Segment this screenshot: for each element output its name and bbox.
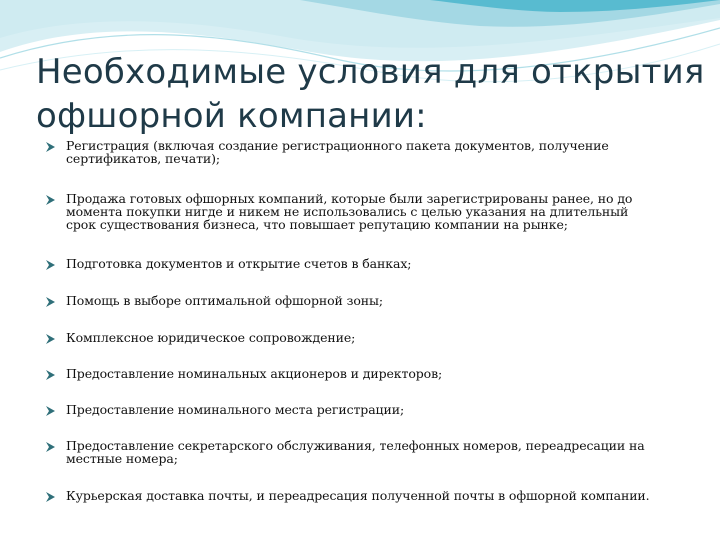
list-item-line: Предоставление секретарского обслуживания, телефонных номеров, переадресации на bbox=[66, 438, 645, 453]
list-item-line: Предоставление номинальных акционеров и директоров; bbox=[66, 366, 443, 381]
list-item-text bbox=[66, 331, 686, 344]
list-item-text bbox=[66, 489, 686, 502]
list-item-text bbox=[66, 439, 686, 465]
list-item-text bbox=[66, 403, 686, 416]
list-item bbox=[44, 257, 694, 270]
list-item bbox=[44, 331, 694, 344]
arrow-bullet-icon bbox=[44, 441, 56, 453]
arrow-bullet-icon bbox=[44, 405, 56, 417]
list-item-text bbox=[66, 367, 686, 380]
list-item-text bbox=[66, 294, 686, 307]
list-item bbox=[44, 403, 694, 416]
slide-title-line-2: офшорной компании: bbox=[36, 96, 427, 136]
list-item-line: сертификатов, печати); bbox=[66, 151, 221, 166]
list-item bbox=[44, 439, 694, 465]
list-item-line: Предоставление номинального места регистрации; bbox=[66, 402, 405, 417]
list-item-line: момента покупки нигде и никем не использовались с целью указания на длительный bbox=[66, 204, 629, 219]
arrow-bullet-icon bbox=[44, 491, 56, 503]
arrow-bullet-icon bbox=[44, 333, 56, 345]
list-item bbox=[44, 192, 694, 231]
arrow-bullet-icon bbox=[44, 296, 56, 308]
list-item bbox=[44, 367, 694, 380]
slide-title bbox=[36, 50, 705, 138]
list-item bbox=[44, 489, 694, 502]
list-item-text bbox=[66, 257, 686, 270]
list-item-line: Продажа готовых офшорных компаний, которые были зарегистрированы ранее, но до bbox=[66, 191, 633, 206]
slide-title-line-1: Необходимые условия для открытия bbox=[36, 52, 705, 92]
arrow-bullet-icon bbox=[44, 369, 56, 381]
list-item-line: Регистрация (включая создание регистрационного пакета документов, получение bbox=[66, 138, 609, 153]
arrow-bullet-icon bbox=[44, 194, 56, 206]
list-item-line: Подготовка документов и открытие счетов в банках; bbox=[66, 256, 412, 271]
arrow-bullet-icon bbox=[44, 259, 56, 271]
list-item-text bbox=[66, 192, 686, 231]
list-item-line: срок существования бизнеса, что повышает репутацию компании на рынке; bbox=[66, 217, 568, 232]
list-item-line: Комплексное юридическое сопровождение; bbox=[66, 330, 356, 345]
list-item-line: Курьерская доставка почты, и переадресация полученной почты в офшорной компании. bbox=[66, 488, 650, 503]
list-item bbox=[44, 139, 694, 165]
list-item bbox=[44, 294, 694, 307]
list-item-line: Помощь в выборе оптимальной офшорной зоны; bbox=[66, 293, 383, 308]
list-item-text bbox=[66, 139, 686, 165]
arrow-bullet-icon bbox=[44, 141, 56, 153]
list-item-line: местные номера; bbox=[66, 451, 178, 466]
